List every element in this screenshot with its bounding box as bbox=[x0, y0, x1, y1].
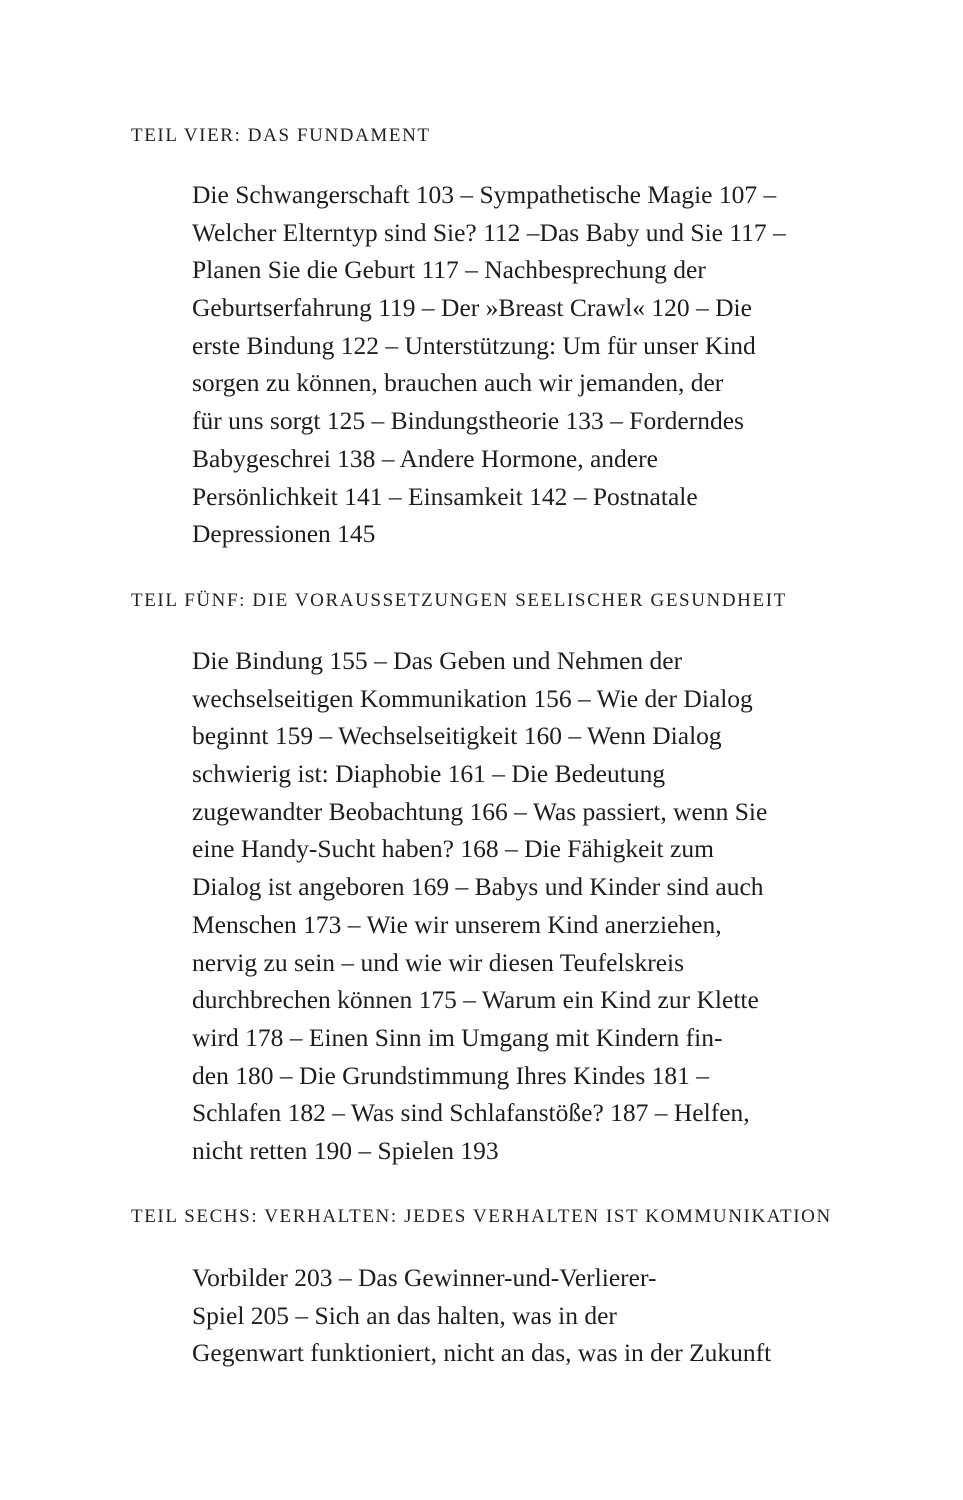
toc-line: eine Handy-Sucht haben? 168 – Die Fähigkeit zum bbox=[192, 834, 714, 864]
toc-line: nicht retten 190 – Spielen 193 bbox=[192, 1135, 499, 1165]
toc-line: Die Schwangerschaft 103 – Sympathetische Magie 107 – bbox=[192, 180, 777, 209]
toc-line: beginnt 159 – Wechselseitigkeit 160 – Wenn Dialog bbox=[192, 721, 722, 751]
section-entries-teil-sechs bbox=[192, 1259, 771, 1372]
toc-line: Dialog ist angeboren 169 – Babys und Kinder sind auch bbox=[192, 872, 764, 902]
toc-line: Persönlichkeit 141 – Einsamkeit 142 – Postnatale bbox=[192, 481, 698, 511]
toc-line: Depressionen 145 bbox=[192, 519, 376, 549]
toc-line: zugewandter Beobachtung 166 – Was passiert, wenn Sie bbox=[192, 796, 768, 826]
section-heading-teil-fuenf: TEIL FÜNF: DIE VORAUSSETZUNGEN SEELISCHER GESUNDHEIT bbox=[131, 590, 787, 611]
section-entries-teil-vier bbox=[192, 176, 786, 553]
section-heading-teil-vier: TEIL VIER: DAS FUNDAMENT bbox=[131, 125, 431, 146]
toc-line: Spiel 205 – Sich an das halten, was in der bbox=[192, 1300, 617, 1330]
toc-line: Gegenwart funktioniert, nicht an das, was in der Zukunft bbox=[192, 1338, 772, 1368]
toc-line: Vorbilder 203 – Das Gewinner-und-Verlierer- bbox=[192, 1263, 657, 1292]
toc-line: für uns sorgt 125 – Bindungstheorie 133 – Forderndes bbox=[192, 406, 744, 436]
toc-line: sorgen zu können, brauchen auch wir jemanden, der bbox=[192, 368, 724, 398]
toc-line: erste Bindung 122 – Unterstützung: Um für unser Kind bbox=[192, 330, 756, 360]
section-entries-teil-fuenf bbox=[192, 642, 767, 1170]
toc-line: Planen Sie die Geburt 117 – Nachbesprechung der bbox=[192, 255, 706, 285]
toc-line: Schlafen 182 – Was sind Schlafanstöße? 187 – Helfen, bbox=[192, 1098, 750, 1128]
toc-line: Die Bindung 155 – Das Geben und Nehmen der bbox=[192, 646, 683, 675]
toc-line: wechselseitigen Kommunikation 156 – Wie der Dialog bbox=[192, 683, 753, 713]
section-heading-teil-sechs: TEIL SECHS: VERHALTEN: JEDES VERHALTEN IST KOMMUNIKATION bbox=[131, 1206, 832, 1227]
toc-line: den 180 – Die Grundstimmung Ihres Kindes 181 – bbox=[192, 1060, 710, 1090]
toc-line: Babygeschrei 138 – Andere Hormone, andere bbox=[192, 443, 658, 473]
toc-line: durchbrechen können 175 – Warum ein Kind zur Klette bbox=[192, 985, 759, 1015]
toc-line: schwierig ist: Diaphobie 161 – Die Bedeutung bbox=[192, 759, 666, 789]
toc-line: nervig zu sein – und wie wir diesen Teufelskreis bbox=[192, 947, 685, 977]
toc-line: Geburtserfahrung 119 – Der »Breast Crawl« 120 – Die bbox=[192, 293, 752, 323]
toc-line: wird 178 – Einen Sinn im Umgang mit Kindern fin- bbox=[192, 1022, 723, 1052]
toc-line: Menschen 173 – Wie wir unserem Kind anerziehen, bbox=[192, 909, 722, 939]
toc-line: Welcher Elterntyp sind Sie? 112 –Das Baby und Sie 117 – bbox=[192, 217, 786, 247]
